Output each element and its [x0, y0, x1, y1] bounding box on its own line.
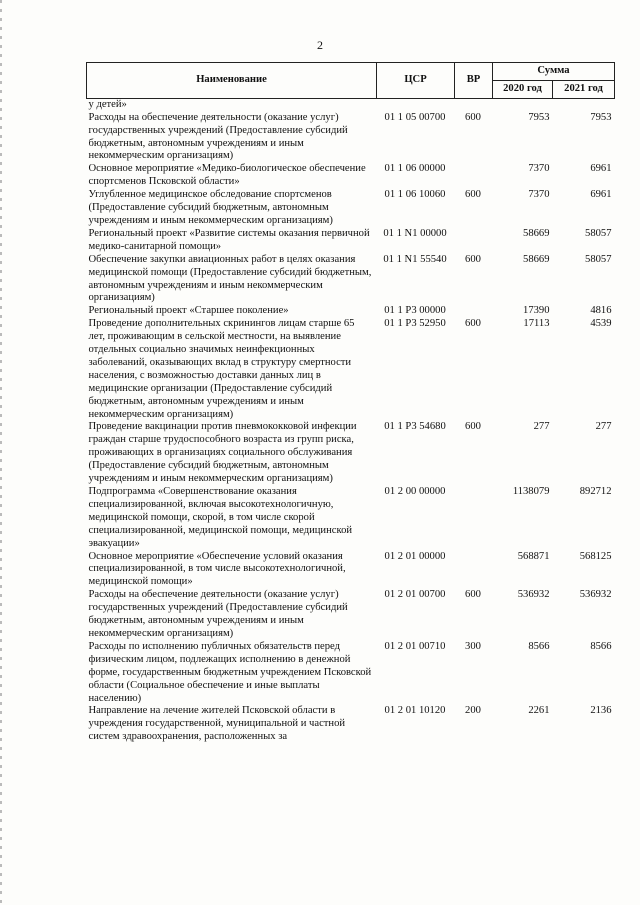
row-sum-2021: 2136 [590, 705, 612, 717]
row-sum-2021 [553, 98, 615, 111]
row-vr: 600 [465, 318, 481, 330]
row-name: Расходы на обеспечение деятельности (оказание услуг) государственных учреждений (Предоставление субсидий бюджетным, автономным учреждениям и иным некоммерческим организациям) [88, 111, 348, 162]
row-vr [455, 551, 493, 590]
row-name: Расходы по исполнению публичных обязательств перед физическим лицом, подлежащих исполнению в денежной форме, государственным бюджетным учреждением Псковской области (Социальное обеспечение и иные выплаты населению) [88, 640, 372, 704]
row-csr: 01 1 P3 54680 [384, 421, 446, 433]
row-sum-2020: 17113 [523, 318, 550, 330]
row-sum-2021: 536932 [579, 589, 612, 601]
row-csr: 01 1 05 00700 [384, 111, 446, 123]
page-number: 2 [317, 38, 323, 52]
header-year-2021: 2021 год [553, 80, 615, 98]
row-sum-2021: 4539 [590, 318, 612, 330]
row-sum-2020: 7953 [528, 111, 550, 123]
row-vr [455, 163, 493, 189]
row-sum-2021: 58057 [585, 227, 612, 239]
row-csr: 01 2 01 00710 [384, 640, 446, 652]
row-name: Углубленное медицинское обследование спортсменов (Предоставление субсидий бюджетным, автономным учреждениям и иным некоммерческим организациям) [88, 189, 333, 226]
row-name: Основное мероприятие «Медико-биологическое обеспечение спортсменов Псковской области» [88, 163, 366, 188]
row-sum-2020: 1138079 [512, 486, 550, 497]
row-vr: 200 [465, 705, 481, 717]
table-row [87, 163, 615, 189]
row-sum-2020: 2261 [528, 705, 550, 717]
header-csr: ЦСР [377, 63, 455, 99]
header-name: Наименование [87, 63, 377, 99]
row-vr: 600 [465, 189, 481, 201]
table-row [87, 705, 615, 744]
row-sum-2020: 58669 [523, 227, 550, 239]
row-vr: 600 [465, 111, 481, 123]
row-name: Основное мероприятие «Обеспечение условий оказания специализированной, в том числе высокотехнологичной, медицинской помощи» [88, 550, 346, 588]
row-sum-2020 [493, 98, 553, 111]
table-row [87, 589, 615, 641]
row-vr: 300 [465, 640, 481, 652]
row-name: Подпрограмма «Совершенствование оказания специализированной, включая высокотехнологичную, медицинской помощи, скорой, в том числе скорой специализированной, медицинской помощи, медицинской эвакуации» [88, 486, 353, 549]
header-year-2020: 2020 год [493, 80, 553, 98]
row-sum-2021: 277 [595, 421, 612, 433]
row-sum-2020: 277 [533, 421, 550, 433]
row-sum-2021: 7953 [590, 111, 612, 123]
row-sum-2020: 7370 [528, 163, 550, 175]
row-sum-2021: 6961 [590, 189, 612, 201]
row-sum-2020: 7370 [528, 189, 550, 201]
row-vr [455, 305, 493, 318]
row-sum-2021: 58057 [585, 253, 612, 265]
row-csr: 01 2 01 00000 [384, 550, 446, 562]
row-csr: 01 1 N1 55540 [383, 253, 447, 265]
row-sum-2020: 568871 [517, 550, 550, 562]
row-csr: 01 1 06 10060 [384, 189, 446, 201]
row-csr: 01 1 P3 00000 [384, 305, 446, 317]
table-row [87, 421, 615, 486]
row-csr: 01 2 01 00700 [384, 589, 446, 601]
row-name: Проведение дополнительных скринингов лицам старше 65 лет, проживающим в сельской местности, на выявление отдельных социально значимых неинфекционных заболеваний, оказывающих вклад в структуру смертности населения, с возможностью доставки данных лиц в медицинские организации (Предоставление субсидий бюджетным, автономным учреждениям и иным некоммерческим организациям) [88, 318, 355, 420]
row-vr: 600 [465, 421, 481, 433]
row-sum-2021: 568125 [579, 550, 612, 562]
row-name: Расходы на обеспечение деятельности (оказание услуг) государственных учреждений (Предоставление субсидий бюджетным, автономным учреждениям и иным некоммерческим организациям) [88, 589, 348, 639]
table-row [87, 305, 615, 318]
row-vr [455, 486, 493, 551]
row-csr: 01 1 P3 52950 [384, 318, 446, 330]
table-row [87, 228, 615, 254]
budget-table [86, 62, 615, 744]
row-sum-2020: 536932 [517, 589, 550, 601]
header-sum: Сумма [493, 63, 615, 81]
row-csr: 01 1 N1 00000 [383, 227, 447, 239]
header-vr: ВР [455, 63, 493, 99]
row-sum-2020: 58669 [523, 253, 550, 265]
row-name: Проведение вакцинации против пневмококковой инфекции граждан старше трудоспособного возраста из групп риска, проживающих в организациях социального обслуживания (Предоставление субсидий бюджетным, автономным учреждениям и иным некоммерческим организациям) [88, 421, 357, 485]
row-sum-2021: 4816 [590, 305, 612, 317]
row-sum-2020: 8566 [528, 640, 550, 652]
row-name: Региональный проект «Развитие системы оказания первичной медико-санитарной помощи» [88, 227, 370, 252]
row-vr: 600 [465, 253, 481, 265]
table-row [87, 98, 615, 111]
table-body [87, 98, 615, 744]
table-row [87, 112, 615, 164]
row-sum-2021: 6961 [590, 163, 612, 175]
row-sum-2020: 17390 [523, 305, 550, 317]
row-csr [377, 98, 455, 111]
table-row [87, 486, 615, 551]
row-name: Региональный проект «Старшее поколение» [88, 305, 289, 317]
row-name: Обеспечение закупки авиационных работ в целях оказания медицинской помощи (Предоставление субсидий бюджетным, автономным учреждениям и иным некоммерческим организациям) [88, 253, 372, 304]
row-name: Направление на лечение жителей Псковской области в учреждения государственной, муниципальной и частной систем здравоохранения, расположенных за [88, 705, 346, 743]
row-vr: 600 [465, 589, 481, 601]
table-row [87, 189, 615, 228]
table-row [87, 318, 615, 421]
row-vr [455, 228, 493, 254]
table-row [87, 641, 615, 706]
table-row [87, 551, 615, 590]
row-vr [455, 98, 493, 111]
row-csr: 01 2 00 00000 [384, 486, 446, 497]
scan-edge-mark [0, 0, 2, 905]
row-sum-2021: 892712 [579, 486, 612, 497]
table-row [87, 254, 615, 306]
row-sum-2021: 8566 [590, 640, 612, 652]
row-name: у детей» [88, 98, 127, 110]
row-csr: 01 1 06 00000 [384, 163, 446, 175]
row-csr: 01 2 01 10120 [384, 705, 446, 717]
table-header [87, 63, 615, 99]
